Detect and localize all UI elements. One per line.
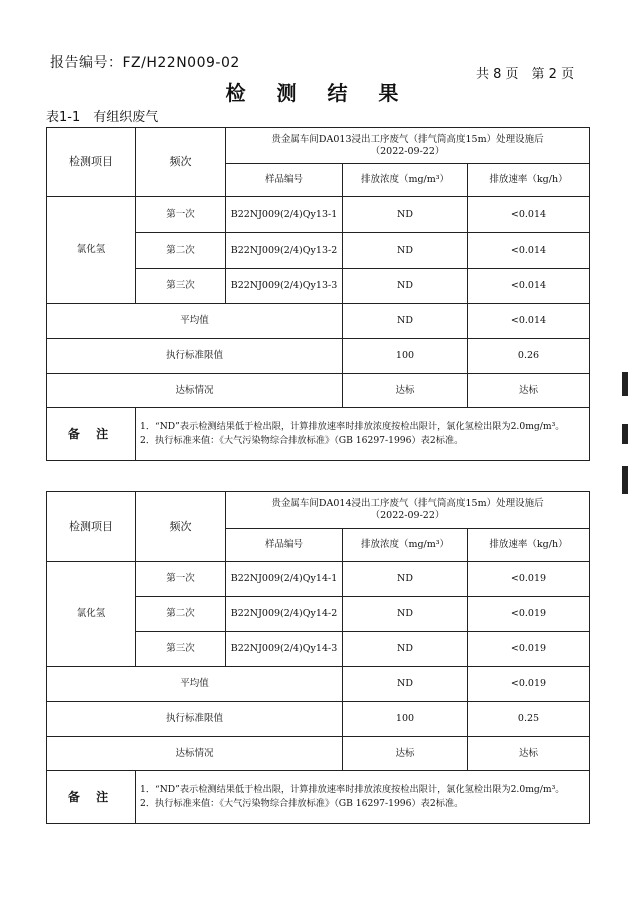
notes-row <box>47 771 590 824</box>
rate-cell: <0.019 <box>468 632 590 667</box>
limit-concentration: 100 <box>343 702 468 737</box>
limit-label: 执行标准限值 <box>47 702 343 737</box>
note-2: 2．执行标准来值：《大气污染物综合排放标准》（GB 16297-1996）表2标准。 <box>140 435 464 446</box>
notes-label: 备 注 <box>47 771 136 824</box>
header-rate: 排放速率（kg/h） <box>468 164 590 197</box>
location-text: 贵金属车间DA013浸出工序废气（排气筒高度15m）处理设施后 <box>271 133 544 145</box>
average-label: 平均值 <box>47 304 343 339</box>
note-2: 2．执行标准来值：《大气污染物综合排放标准》（GB 16297-1996）表2标准。 <box>140 798 464 809</box>
frequency-cell: 第三次 <box>136 269 226 304</box>
sampling-date: （2022-09-22） <box>370 510 445 521</box>
rate-cell: <0.019 <box>468 597 590 632</box>
frequency-cell: 第二次 <box>136 597 226 632</box>
sample-no-cell: B22NJ009(2/4)Qy14-1 <box>226 562 343 597</box>
header-sample-no: 样品编号 <box>226 529 343 562</box>
header-item: 检测项目 <box>47 492 136 562</box>
limit-label: 执行标准限值 <box>47 339 343 374</box>
scan-edge-mark <box>622 424 628 444</box>
sample-no-cell: B22NJ009(2/4)Qy13-1 <box>226 197 343 233</box>
table-row <box>47 562 590 597</box>
average-concentration: ND <box>343 304 468 339</box>
status-row <box>47 374 590 408</box>
notes-row <box>47 408 590 461</box>
page-indicator: 共 8 页 第 2 页 <box>476 67 575 82</box>
sample-no-cell: B22NJ009(2/4)Qy13-3 <box>226 269 343 304</box>
header-rate: 排放速率（kg/h） <box>468 529 590 562</box>
page-title: 检 测 结 果 <box>225 81 411 105</box>
concentration-cell: ND <box>343 597 468 632</box>
location-text: 贵金属车间DA014浸出工序废气（排气筒高度15m）处理设施后 <box>271 498 544 509</box>
notes-label: 备 注 <box>47 408 136 461</box>
frequency-cell: 第三次 <box>136 632 226 667</box>
average-rate: <0.014 <box>468 304 590 339</box>
location-header <box>226 492 590 529</box>
rate-cell: <0.014 <box>468 197 590 233</box>
header-frequency: 频次 <box>136 492 226 562</box>
header-concentration: 排放浓度（mg/m³） <box>343 164 468 197</box>
rate-cell: <0.019 <box>468 562 590 597</box>
table-row <box>47 197 590 233</box>
concentration-cell: ND <box>343 632 468 667</box>
rate-cell: <0.014 <box>468 233 590 269</box>
average-rate: <0.019 <box>468 667 590 702</box>
status-concentration: 达标 <box>343 737 468 771</box>
results-table-1 <box>46 127 590 461</box>
limit-rate: 0.26 <box>468 339 590 374</box>
note-1: 1．“ND”表示检测结果低于检出限，计算排放速率时排放浓度按检出限计，氯化氢检出限为2.0mg/m³。 <box>140 421 565 432</box>
header-sample-no: 样品编号 <box>226 164 343 197</box>
notes-text <box>136 408 590 461</box>
status-concentration: 达标 <box>343 374 468 408</box>
average-row <box>47 304 590 339</box>
status-rate: 达标 <box>468 374 590 408</box>
sample-no-cell: B22NJ009(2/4)Qy14-2 <box>226 597 343 632</box>
concentration-cell: ND <box>343 269 468 304</box>
limit-concentration: 100 <box>343 339 468 374</box>
status-label: 达标情况 <box>47 737 343 771</box>
status-row <box>47 737 590 771</box>
scan-edge-mark <box>622 466 628 494</box>
item-name: 氯化氢 <box>47 197 136 304</box>
rate-cell: <0.014 <box>468 269 590 304</box>
location-header <box>226 128 590 164</box>
notes-text <box>136 771 590 824</box>
header-frequency: 频次 <box>136 128 226 197</box>
limit-rate: 0.25 <box>468 702 590 737</box>
frequency-cell: 第一次 <box>136 197 226 233</box>
limit-row <box>47 702 590 737</box>
average-row <box>47 667 590 702</box>
concentration-cell: ND <box>343 197 468 233</box>
status-rate: 达标 <box>468 737 590 771</box>
table-caption: 表1-1 有组织废气 <box>46 110 159 125</box>
sample-no-cell: B22NJ009(2/4)Qy13-2 <box>226 233 343 269</box>
sampling-date: （2022-09-22） <box>370 145 445 157</box>
average-label: 平均值 <box>47 667 343 702</box>
average-concentration: ND <box>343 667 468 702</box>
status-label: 达标情况 <box>47 374 343 408</box>
limit-row <box>47 339 590 374</box>
report-number: 报告编号：FZ/H22N009-02 <box>50 55 240 71</box>
results-table-2 <box>46 491 590 824</box>
sample-no-cell: B22NJ009(2/4)Qy14-3 <box>226 632 343 667</box>
note-1: 1．“ND”表示检测结果低于检出限，计算排放速率时排放浓度按检出限计，氯化氢检出限为2.0mg/m³。 <box>140 784 565 795</box>
header-concentration: 排放浓度（mg/m³） <box>343 529 468 562</box>
concentration-cell: ND <box>343 562 468 597</box>
concentration-cell: ND <box>343 233 468 269</box>
scan-edge-mark <box>622 372 628 396</box>
header-item: 检测项目 <box>47 128 136 197</box>
frequency-cell: 第二次 <box>136 233 226 269</box>
frequency-cell: 第一次 <box>136 562 226 597</box>
item-name: 氯化氢 <box>47 562 136 667</box>
